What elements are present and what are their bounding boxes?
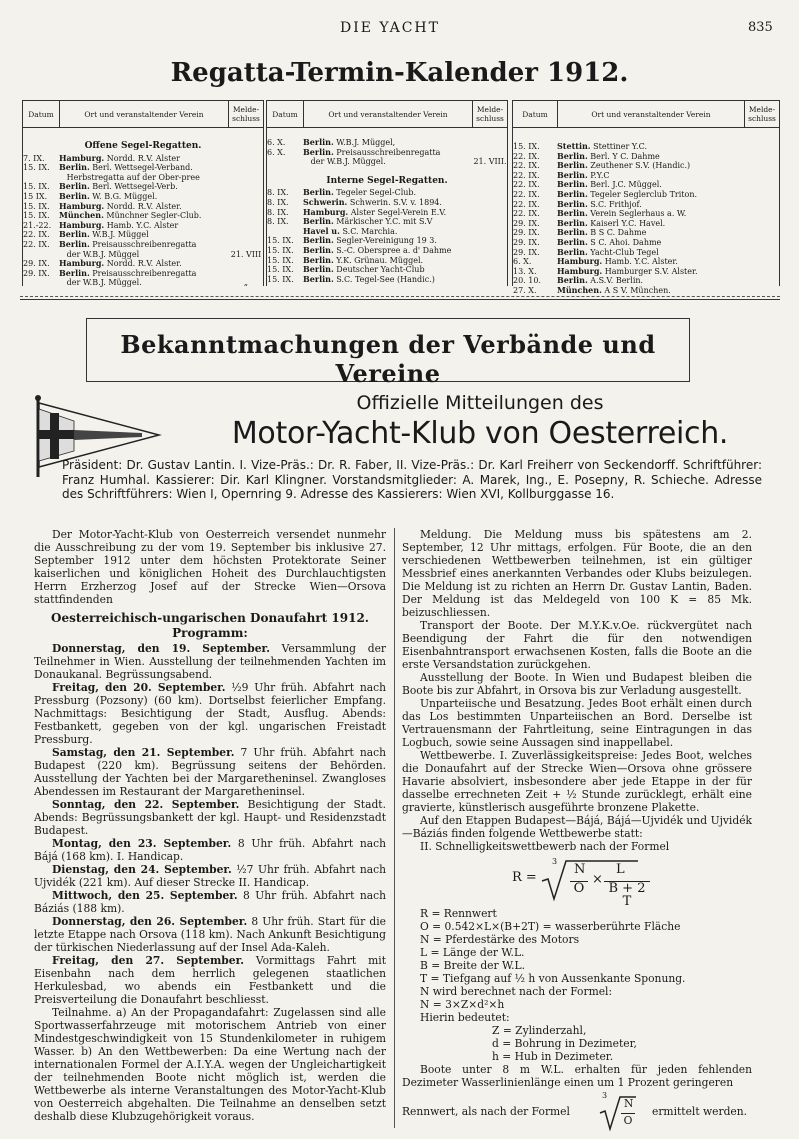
- row-date: 8. IX.: [267, 207, 289, 217]
- table-row: [23, 173, 263, 183]
- col-ort: Ort und veranstaltender Verein: [558, 101, 745, 127]
- row-date: 15. IX.: [23, 201, 50, 211]
- row-place: Berlin. Preisausschreibenregatta: [59, 268, 197, 278]
- row-place: Berlin. Kaiserl Y.C. Havel.: [557, 218, 666, 228]
- row-melde: [473, 236, 507, 246]
- row-place: Berlin. Tegeler Seglerclub Triton.: [557, 189, 698, 199]
- formula-n: N: [624, 1097, 634, 1110]
- row-melde: [473, 256, 507, 266]
- programm-list: [34, 642, 386, 1006]
- table-subheading: Offene Segel-Regatten.: [84, 141, 202, 151]
- row-melde: [473, 275, 507, 285]
- row-date: 29. IX.: [513, 237, 540, 247]
- row-melde: [229, 230, 263, 240]
- table-row: [513, 161, 779, 171]
- intro-paragraph: Der Motor-Yacht-Klub von Oesterreich versendet nunmehr die Ausschreibung zu der vom 19. September bis inklusive 27. September 1912 unter dem höchsten Protektorate Seiner kaiserlichen und königlichen Hoheit des Durchlauchtigsten Herrn Erzherzog Josef auf der Strecke Wien—Orsova stattfindenden: [34, 528, 386, 606]
- kalender-table-2: [266, 100, 508, 286]
- row-melde: [229, 269, 263, 279]
- row-date: [23, 278, 59, 288]
- table-row: [23, 192, 263, 202]
- row-melde: [745, 171, 779, 181]
- table-row: [23, 211, 263, 221]
- col-datum: Datum: [23, 101, 60, 127]
- divider: [20, 299, 780, 300]
- row-date: 22. IX.: [513, 180, 540, 190]
- programm-day: Donnerstag, den 26. September. 8 Uhr früh. Start für die letzte Etappe nach Orsova (118 km). Nach Ankunft Besichtigung der türkischen Niederlassung auf der Insel Ada-Kaleh.: [34, 915, 386, 954]
- kalender-table-3: [512, 100, 780, 295]
- definition-line: L = Länge der W.L.: [420, 946, 525, 959]
- row-place: Berlin. P.Y.C: [557, 170, 610, 180]
- table-row: [267, 265, 507, 275]
- row-place: Berlin. S C. Ahoi. Dahme: [557, 237, 662, 247]
- row-melde: [745, 286, 779, 296]
- row-date: 21.-22.: [23, 220, 52, 230]
- col-melde: Melde-schluss: [232, 105, 260, 123]
- col-ort: Ort und veranstaltender Verein: [60, 101, 229, 127]
- row-place: Hamburg. Alster Segel-Verein E.V.: [303, 207, 447, 217]
- row-date: 22. IX.: [513, 170, 540, 180]
- row-date: 15. IX.: [267, 274, 294, 284]
- definition-line: R = Rennwert: [420, 907, 497, 920]
- table-row: [513, 267, 779, 277]
- row-place: Berlin. Segler-Vereinigung 19 3.: [303, 236, 437, 246]
- etappen-paragraph: Auf den Etappen Budapest—Bájá, Bájá—Ujvidék und Ujvidék—Báziás finden folgende Wettbewerbe statt:: [402, 814, 752, 840]
- definition-line: T = Tiefgang auf ½ h von Aussenkante Sponung.: [420, 972, 686, 985]
- donaufahrt-heading: Oesterreichisch-ungarischen Donaufahrt 1912.: [51, 611, 369, 625]
- row-date: 15. IX.: [267, 265, 294, 275]
- table-row: [513, 190, 779, 200]
- row-place: Berlin. W.B.J. Müggel,: [303, 138, 396, 147]
- row-melde: [745, 238, 779, 248]
- row-date: [23, 250, 59, 260]
- table-row: [267, 236, 507, 246]
- row-melde: [229, 259, 263, 269]
- definition-line: Z = Zylinderzahl,: [492, 1024, 587, 1037]
- formula-times: ×: [592, 872, 603, 887]
- row-date: 15. IX.: [267, 255, 294, 265]
- table-row: [23, 182, 263, 192]
- row-date: 8. IX.: [267, 188, 289, 198]
- row-melde: [745, 248, 779, 258]
- row-melde: [745, 267, 779, 277]
- table-header: [267, 100, 507, 128]
- programm-day: Mittwoch, den 25. September. 8 Uhr früh. Abfahrt nach Báziás (188 km).: [34, 889, 386, 915]
- row-place: Berlin. Tegeler Segel-Club.: [303, 188, 417, 198]
- row-place: Herbstregatta auf der Ober-pree: [59, 172, 200, 182]
- row-date: 22. IX.: [513, 151, 540, 161]
- row-melde: [473, 265, 507, 275]
- table-row: [267, 138, 507, 148]
- left-column: [34, 528, 386, 1123]
- row-date: [23, 173, 59, 183]
- row-date: 29. IX.: [513, 228, 540, 238]
- unparteiische-paragraph: Unparteiische und Besatzung. Jedes Boot erhält einen durch das Los bestimmten Unparteiischen an Bord. Derselbe ist Vertrauensmann der Fahrtleitung, seine Eintragungen in das Logbuch, sowie seine Aussagen sind inappellabel.: [402, 697, 752, 749]
- row-date: 7. IX.: [23, 153, 45, 163]
- row-date: 15 IX.: [23, 191, 48, 201]
- formula-b2t: B + 2 T: [604, 881, 650, 908]
- table-row: [23, 259, 263, 269]
- formula-root-index: 3: [552, 857, 558, 866]
- table-row: [513, 238, 779, 248]
- row-place: Berlin. Märkischer Y.C. mit S.V: [303, 217, 433, 227]
- definition-line: d = Bohrung in Dezimeter,: [492, 1037, 637, 1050]
- wettbewerbe-paragraph: Wettbewerbe. I. Zuverlässigkeitspreise: Jedes Boot, welches die Donaufahrt auf der Strecke Wien—Orsova ohne grössere Havarie absolviert, insbesondere aber jede Etappe in der für dasselbe errechneten Zeit + ½ Stunde zurücklegt, erhält eine gravierte, künstlerisch ausgeführte bronzene Plakette.: [402, 749, 752, 814]
- formula-o: O: [570, 881, 588, 895]
- programm-day: Samstag, den 21. September. 7 Uhr früh. Abfahrt nach Budapest (220 km). Begrüssung seitens der Behörden. Ausstellung der Yachten bei der Margaretheninsel. Zwangloses Abendessen im Restaurant der Margaretheninsel.: [34, 746, 386, 798]
- row-place: Berlin. Deutscher Yacht-Club: [303, 265, 425, 275]
- transport-paragraph: Transport der Boote. Der M.Y.K.v.Oe. rückvergütet nach Beendigung der Fahrt die für den notwendigen Eisenbahntransport erwachsenen Kosten, falls die Boote an die erste Versandstation zurückgehen.: [402, 619, 752, 671]
- table-row: [23, 278, 263, 288]
- row-melde: [745, 276, 779, 286]
- table-row: [23, 221, 263, 231]
- table-row: [513, 219, 779, 229]
- row-melde: [473, 198, 507, 208]
- row-place: Havel u. S.C. Marchia.: [303, 226, 398, 236]
- row-melde: [745, 142, 779, 152]
- row-melde: [229, 163, 263, 173]
- programm-day: Freitag, den 27. September. Vormittags Fahrt mit Eisenbahn nach dem herrlich gelegenen staatlichen Herkulesbad, wo abends ein Festbankett und die Preisverteilung die Donaufahrt beschliesst.: [34, 954, 386, 1006]
- table-row: [267, 198, 507, 208]
- boote-paragraph: Boote unter 8 m W.L. erhalten für jeden fehlenden Dezimeter Wasserlinienlänge einen um 1 Prozent geringeren: [402, 1063, 752, 1089]
- row-place: Berlin. Zeuthener S.V. (Handic.): [557, 161, 691, 171]
- table-row: [513, 257, 779, 267]
- table-row: [513, 228, 779, 238]
- row-place: München. A S V. München.: [557, 285, 671, 295]
- row-date: 15. IX.: [267, 245, 294, 255]
- row-date: 29. IX.: [513, 247, 540, 257]
- row-place: Berlin. Berl. J.C. Müggel.: [557, 180, 662, 190]
- rennwert-post: ermittelt werden.: [652, 1105, 748, 1118]
- programm-day: Montag, den 23. September. 8 Uhr früh. Abfahrt nach Bájá (168 km). I. Handicap.: [34, 837, 386, 863]
- meldung-paragraph: Meldung. Die Meldung muss bis spätestens am 2. September, 12 Uhr mittags, erfolgen. Für Boote, die an den verschiedenen Wettbewerben teilnehmen, ist ein gültiger Messbrief eines anerkannten Verbandes oder Klubs beizulegen. Die Meldung ist zu richten an Herrn Dr. Gustav Lantin, Baden. Der Meldung ist das Meldegeld von 100 K = 85 Mk. beizuschliessen.: [402, 528, 752, 619]
- row-melde: 21. VIII: [230, 249, 262, 259]
- row-melde: [745, 209, 779, 219]
- table-row: [513, 276, 779, 286]
- divider: [20, 296, 780, 297]
- row-melde: [745, 200, 779, 210]
- table-row: [267, 188, 507, 198]
- row-date: 8. IX.: [267, 217, 289, 227]
- definition-line: N = Pferdestärke des Motors: [420, 933, 580, 946]
- teilnahme-paragraph: Teilnahme. a) An der Propagandafahrt: Zugelassen sind alle Sportwasserfahrzeuge mit motorischem Antrieb von einer Mindestgeschwindigkeit von 15 Stundenkilometer in ruhigem Wasser. b) An den Wettbewerben: Da eine Wertung nach der internationalen Formel der A.I.Y.A. wegen der Ungleichartigkeit der teilnehmenden Boote nicht möglich ist, werden die Wettbewerbe als interne Veranstaltungen des Motor-Yacht-Klub von Oesterreich abgehalten. Die Teilnahme an denselben setzt deshalb diese Klubzugehörigkeit voraus.: [34, 1006, 386, 1123]
- row-place: Schwerin. Schwerin. S.V. v. 1894.: [303, 197, 442, 207]
- table-row: [267, 227, 507, 237]
- row-date: 22. IX.: [513, 199, 540, 209]
- ausstellung-paragraph: Ausstellung der Boote. In Wien und Budapest bleiben die Boote bis zur Abfahrt, in Orsova bis zur Verladung ausgestellt.: [402, 671, 752, 697]
- table-body: [513, 142, 779, 296]
- row-place: Berlin. Verein Seglerhaus a. W.: [557, 209, 687, 219]
- row-melde: 21. VIII.: [473, 157, 507, 167]
- col-datum: Datum: [513, 101, 558, 127]
- row-place: München. Münchner Segler-Club.: [59, 211, 202, 221]
- table-row: [23, 250, 263, 260]
- row-place: Berlin. W.B.J. Müggel: [59, 230, 149, 240]
- row-date: 29. IX.: [513, 218, 540, 228]
- row-date: 15. IX.: [23, 182, 50, 192]
- table-row: [513, 180, 779, 190]
- row-place: Berlin. Preisausschreibenregatta: [59, 239, 197, 249]
- table-subheading: Interne Segel-Regatten.: [326, 175, 448, 186]
- table-row: [267, 256, 507, 266]
- row-date: 6. X.: [267, 138, 286, 147]
- row-date: 22. IX.: [23, 239, 50, 249]
- table-row: [513, 248, 779, 258]
- row-melde: [229, 221, 263, 231]
- row-place: Berlin. Berl. Y C. Dahme: [557, 151, 660, 161]
- row-melde: [473, 246, 507, 256]
- row-place: Berlin. A.S.V. Berlin.: [557, 276, 644, 286]
- formula-definitions-2: [402, 1024, 752, 1063]
- table-body: [267, 188, 507, 284]
- programm-day: Donnerstag, den 19. September. Versammlung der Teilnehmer in Wien. Ausstellung der teilnehmenden Yachten im Donaukanal. Begrüssungsabend.: [34, 642, 387, 681]
- row-date: 29. IX.: [23, 259, 50, 269]
- row-date: 15. IX.: [267, 236, 294, 246]
- journal-title: DIE YACHT: [340, 20, 440, 36]
- row-place: Berlin. W. B.G. Müggel.: [59, 191, 158, 201]
- definition-line: h = Hub in Dezimeter.: [492, 1050, 614, 1063]
- table-header: [23, 100, 263, 128]
- formula-o: O: [621, 1113, 635, 1127]
- table-row: [267, 217, 507, 227]
- row-date: 22. IX.: [513, 161, 540, 171]
- row-date: [267, 157, 303, 167]
- row-place: Berlin. Berl. Wettsegel-Verband.: [59, 163, 193, 173]
- definition-line: O = 0.542×L×(B+2T) = wasserberührte Fläche: [420, 920, 681, 933]
- programm-heading: Programm:: [172, 626, 248, 640]
- row-date: 6. X.: [267, 147, 286, 157]
- row-melde: [745, 219, 779, 229]
- row-melde: [229, 182, 263, 192]
- row-date: 15. IX.: [513, 142, 540, 151]
- praesidium: [62, 458, 762, 502]
- programm-day: Freitag, den 20. September. ½9 Uhr früh. Abfahrt nach Pressburg (Pozsony) (60 km). Dortselbst feierlicher Empfang. Nachmittags: Besichtigung der Stadt, Ausflug. Abends: Festbankett, gegeben von der kgl. ungarischen Freistadt Pressburg.: [34, 681, 386, 746]
- table-row: [23, 154, 263, 164]
- column-divider: [394, 528, 395, 1128]
- row-place: Berlin. S.C. Frithjof.: [557, 199, 642, 209]
- row-melde: [229, 173, 263, 183]
- row-melde: [473, 138, 507, 148]
- formula-root-index: 3: [602, 1091, 608, 1100]
- table-row: [23, 163, 263, 173]
- table-row: [513, 200, 779, 210]
- kalender-table-1: [22, 100, 264, 286]
- row-melde: [473, 227, 507, 237]
- row-place: Hamburg. Nordd. R.V. Alster.: [59, 259, 182, 269]
- row-melde: [229, 240, 263, 250]
- row-date: 22. IX.: [513, 189, 540, 199]
- table-row: [513, 152, 779, 162]
- club-title: Motor-Yacht-Klub von Oesterreich.: [231, 416, 729, 451]
- row-date: 27. X.: [513, 285, 537, 295]
- formula-n: N: [574, 862, 586, 877]
- table-row: [513, 209, 779, 219]
- row-melde: [745, 152, 779, 162]
- row-place: Berlin. S.-C. Oberspree a. d' Dahme: [303, 245, 452, 255]
- col-melde: Melde-schluss: [748, 105, 776, 123]
- table-row: [267, 246, 507, 256]
- rennwert-pre: Rennwert, als nach der Formel: [402, 1105, 570, 1118]
- row-date: 22. IX.: [23, 230, 50, 240]
- table-row: [267, 157, 507, 167]
- hierin-text: Hierin bedeutet:: [420, 1011, 510, 1024]
- row-melde: [745, 190, 779, 200]
- row-place: Stettin. Stettiner Y.C.: [557, 142, 647, 151]
- row-melde: [229, 202, 263, 212]
- row-date: 15. IX.: [23, 211, 50, 221]
- row-place: Hamburg. Hamb. Y.C. Alster.: [557, 257, 678, 267]
- row-place: Hamburg. Hamb. Y.C. Alster: [59, 220, 179, 230]
- page-number: 835: [748, 20, 773, 35]
- row-melde: [229, 211, 263, 221]
- programm-day: Sonntag, den 22. September. Besichtigung der Stadt. Abends: Begrüssungsbankett der kgl. Haupt- und Residenzstadt Budapest.: [34, 798, 386, 837]
- row-place: Berlin. Yacht-Club Tegel: [557, 247, 659, 257]
- table-row: [267, 148, 507, 158]
- row-place: der W.B.J. Müggel.: [59, 278, 142, 288]
- row-melde: [745, 161, 779, 171]
- definition-line: B = Breite der W.L.: [420, 959, 526, 972]
- row-melde: „: [243, 278, 249, 288]
- kalender-title: Regatta-Termin-Kalender 1912.: [170, 58, 629, 88]
- row-place: Berlin. Berl. Wettsegel-Verb.: [59, 182, 178, 192]
- col-ort: Ort und veranstaltender Verein: [304, 101, 473, 127]
- formula-l: L: [616, 862, 625, 877]
- table-row: [513, 286, 779, 296]
- schnell-paragraph: II. Schnelligkeitswettbewerb nach der Formel: [420, 840, 670, 853]
- row-place: Hamburg. Hamburger S.V. Alster.: [557, 266, 698, 276]
- official-subtitle: Offizielle Mitteilungen des: [356, 392, 604, 414]
- col-datum: Datum: [267, 101, 304, 127]
- row-melde: [473, 148, 507, 158]
- row-place: Berlin. B S C. Dahme: [557, 228, 647, 238]
- row-date: 8. IX.: [267, 197, 289, 207]
- table-row: [23, 240, 263, 250]
- row-place: der W.B.J. Müggel.: [303, 157, 386, 167]
- table-header: [513, 100, 779, 128]
- row-place: Berlin. S.C. Tegel-See (Handic.): [303, 274, 435, 284]
- formula-lhs: R =: [512, 870, 537, 885]
- programm-day: Dienstag, den 24. September. ½7 Uhr früh. Abfahrt nach Ujvidék (221 km). Auf dieser Strecke II. Handicap.: [34, 863, 386, 889]
- row-place: Hamburg. Nordd. R.V. Alster.: [59, 201, 182, 211]
- row-place: der W.B.J. Müggel: [59, 249, 140, 259]
- formula-definitions: [402, 907, 752, 1011]
- row-melde: [473, 188, 507, 198]
- row-place: Berlin. Y.K. Grünau. Müggel.: [303, 255, 424, 265]
- rennwert-formula: [512, 857, 752, 909]
- rennwert-line: [402, 1091, 752, 1133]
- section-banner: Bekanntmachungen der Verbände und Vereine: [120, 330, 656, 388]
- row-place: Berlin. Preisausschreibenregatta: [303, 147, 441, 157]
- table-body: [267, 138, 507, 167]
- row-melde: [473, 217, 507, 227]
- definition-line: N wird berechnet nach der Formel:: [420, 985, 613, 998]
- row-date: 29. IX.: [23, 268, 50, 278]
- table-row: [23, 202, 263, 212]
- table-row: [513, 171, 779, 181]
- definition-line: N = 3×Z×d²×h: [420, 998, 505, 1011]
- row-date: 20. 10.: [513, 276, 541, 286]
- row-date: 22. IX.: [513, 209, 540, 219]
- praesidium-text: Präsident: Dr. Gustav Lantin. I. Vize-Präs.: Dr. R. Faber, II. Vize-Präs.: Dr. Karl Freiherr von Seckendorff. Schriftführer: Franz Humhal. Kassierer: Dir. Karl Klingner. Vorstandsmitglieder: A. Marek, Ing., E. Posepny, R. Schieche. Adresse des Schriftführers: Wien I, Opernring 9. Adresse des Kassierers: Wien XVI, Kollburggasse 16.: [62, 458, 762, 502]
- row-date: 6. X.: [513, 257, 532, 267]
- row-melde: [229, 154, 263, 164]
- row-melde: [745, 257, 779, 267]
- table-body: [23, 154, 263, 288]
- table-row: [23, 230, 263, 240]
- table-row: [23, 269, 263, 279]
- right-column: [402, 528, 752, 1133]
- table-row: [267, 275, 507, 285]
- row-place: Hamburg. Nordd. R.V. Alster: [59, 153, 180, 163]
- col-melde: Melde-schluss: [476, 105, 504, 123]
- row-melde: [229, 192, 263, 202]
- row-melde: [473, 208, 507, 218]
- table-row: [513, 142, 779, 152]
- row-date: 15. IX.: [23, 163, 50, 173]
- table-row: [267, 208, 507, 218]
- row-melde: [745, 180, 779, 190]
- row-melde: [745, 228, 779, 238]
- row-date: 13. X.: [513, 266, 537, 276]
- row-date: [267, 227, 303, 237]
